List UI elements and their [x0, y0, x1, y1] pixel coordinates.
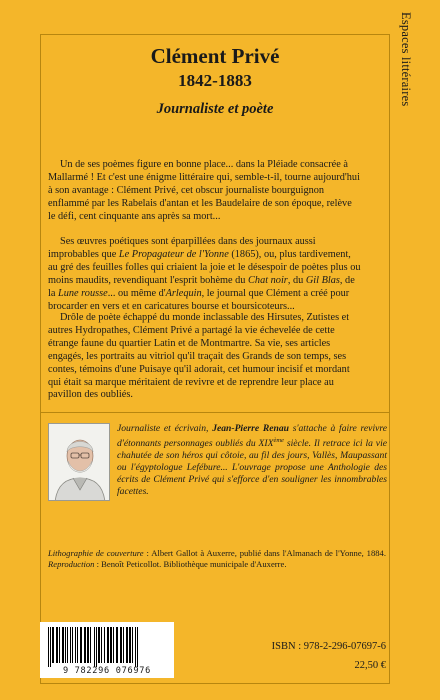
- blurb-line: [48, 275, 386, 288]
- barcode: [40, 622, 174, 678]
- barcode-digits: 9 782296 076976: [62, 666, 152, 676]
- blurb-line: Ses œuvres poétiques sont éparpillées dans des journaux aussi: [60, 236, 316, 247]
- text-run: ... ou même d': [107, 287, 166, 299]
- author-name: Jean-Pierre Renau: [212, 423, 289, 434]
- text-run: improbables que: [48, 248, 119, 260]
- blurb-line: autres Hydropathes, Clément Privé a partagé la vie échevelée de cette: [48, 324, 335, 336]
- barcode-bar: [120, 627, 122, 663]
- blurb-paragraph-1: [48, 159, 386, 224]
- barcode-bar: [113, 627, 114, 663]
- barcode-bar: [48, 627, 49, 667]
- blurb-line: pavillon des oubliés.: [48, 389, 133, 401]
- barcode-bar: [104, 627, 105, 663]
- barcode-bar: [98, 627, 100, 663]
- barcode-bar: [126, 627, 128, 663]
- author-portrait-icon: [49, 424, 110, 501]
- blurb-line: Mallarmé ! Et c'est une énigme littéraire qui, semble-t-il, tourne aujourd'hui: [48, 171, 360, 183]
- journal-title: Chat noir: [248, 274, 288, 286]
- barcode-bar: [123, 627, 124, 663]
- barcode-bar: [132, 627, 133, 663]
- blurb-line: étrange faune du quartier Latin et de Montmartre. Sa vie, ses articles: [48, 337, 331, 349]
- barcode-bar: [70, 627, 71, 663]
- barcode-bar: [50, 627, 51, 667]
- blurb-line: [48, 249, 386, 262]
- barcode-bar: [101, 627, 102, 663]
- author-bio: [117, 423, 387, 498]
- section-divider: [40, 412, 390, 413]
- blurb-line: au gré des feuilles folles qui criaient la joie et le désespoir de poètes plus ou: [48, 261, 361, 273]
- text-run: (1865), ou, plus tardivement,: [228, 248, 351, 260]
- blurb-line: engagés, les portraits au vitriol qu'il traçait des Grands de son temps, ses: [48, 350, 347, 362]
- bio-text: s'attache à faire revivre d'étonnants personnages oubliés du XIX: [117, 423, 388, 450]
- barcode-bar: [65, 627, 66, 663]
- barcode-bar: [77, 627, 78, 663]
- text-run: la: [48, 287, 59, 299]
- barcode-bar: [62, 627, 64, 663]
- journal-title: Lune rousse: [58, 287, 108, 299]
- isbn-number: ISBN : 978-2-296-07697-6: [271, 641, 386, 652]
- author-photo: [48, 423, 110, 501]
- blurb-line: Un de ses poèmes figure en bonne place... dans la Pléiade consacrée à: [60, 159, 348, 170]
- barcode-bar: [75, 627, 76, 663]
- subject-name: Clément Privé: [150, 44, 280, 68]
- text-run: , de: [339, 274, 355, 286]
- barcode-bar: [137, 627, 138, 667]
- price: 22,50 €: [354, 660, 386, 671]
- barcode-bar: [116, 627, 118, 663]
- credit-label: Lithographie de couverture: [48, 548, 144, 558]
- blurb-line: à son avantage : Clément Privé, cet obscur journaliste bourguignon: [48, 184, 325, 196]
- barcode-bar: [87, 627, 89, 663]
- barcode-bar: [59, 627, 60, 663]
- bio-text: siècle. Il retrace ici la vie chahutée de son héros qui côtoie, au fil des jours, Vallès, Maupassant ou l'égyptologue Lefébure... L'ouvrage propose une Anthologie des écrits de Clément Privé qui s'efforce d'en souligner les innombrables facettes.: [117, 438, 387, 497]
- barcode-bar: [56, 627, 58, 663]
- title-block: [40, 44, 390, 119]
- barcode-bar: [67, 627, 68, 663]
- barcode-bar: [110, 627, 112, 663]
- credit-text: : Albert Gallot à Auxerre, publié dans l'Almanach de l'Yonne, 1884.: [143, 548, 387, 558]
- blurb-line: le défi, cent cinquante ans après sa mort...: [48, 210, 221, 222]
- barcode-bar: [52, 627, 54, 663]
- bio-text: Journaliste et écrivain,: [117, 423, 213, 434]
- barcode-bar: [107, 627, 109, 663]
- barcode-bar: [135, 627, 136, 667]
- blurb-line: contes, témoins d'une Puisaye qu'il adorait, cet humour incisif et mordant: [48, 363, 350, 375]
- blurb-paragraph-2: [48, 236, 386, 313]
- barcode-bar: [90, 627, 91, 663]
- text-run: , le journal que Clément a créé pour: [201, 287, 350, 299]
- subject-years: 1842-1883: [178, 71, 252, 90]
- barcode-bar: [96, 627, 97, 667]
- blurb-paragraph-3: [48, 312, 386, 402]
- blurb-line: Drôle de poète échappé du monde inclassable des Hirsutes, Zutistes et: [60, 312, 350, 323]
- subject-subtitle: Journaliste et poète: [156, 101, 274, 117]
- blurb-line: [48, 288, 386, 301]
- blurb-line: brocarder en vers et en caricatures bourse et boursicoteurs...: [48, 300, 295, 312]
- barcode-bar: [129, 627, 131, 663]
- collection-name: Espaces littéraires: [399, 12, 413, 107]
- blurb-line: enflammé par les Rabelais d'antan et les Baudelaire de son époque, relève: [48, 197, 352, 209]
- barcode-bar: [94, 627, 95, 667]
- journal-title: Gil Blas: [305, 274, 340, 286]
- century-superscript: ème: [273, 436, 284, 444]
- journal-title: Le Propagateur de l'Yonne: [118, 248, 229, 260]
- credit-text: : Benoît Peticollot. Bibliothèque municipale d'Auxerre.: [94, 559, 287, 569]
- journal-title: Arlequin: [165, 287, 202, 299]
- image-credit: [48, 548, 386, 570]
- blurb-line: qui était sa marque méritaient de revivre et de reprendre leur place au: [48, 376, 334, 388]
- barcode-bar: [72, 627, 73, 663]
- text-run: moins maudits, revendiquant l'esprit bohème du: [48, 274, 249, 286]
- text-run: , du: [287, 274, 306, 286]
- barcode-bar: [80, 627, 82, 663]
- credit-label: Reproduction: [48, 559, 95, 569]
- barcode-bar: [84, 627, 86, 663]
